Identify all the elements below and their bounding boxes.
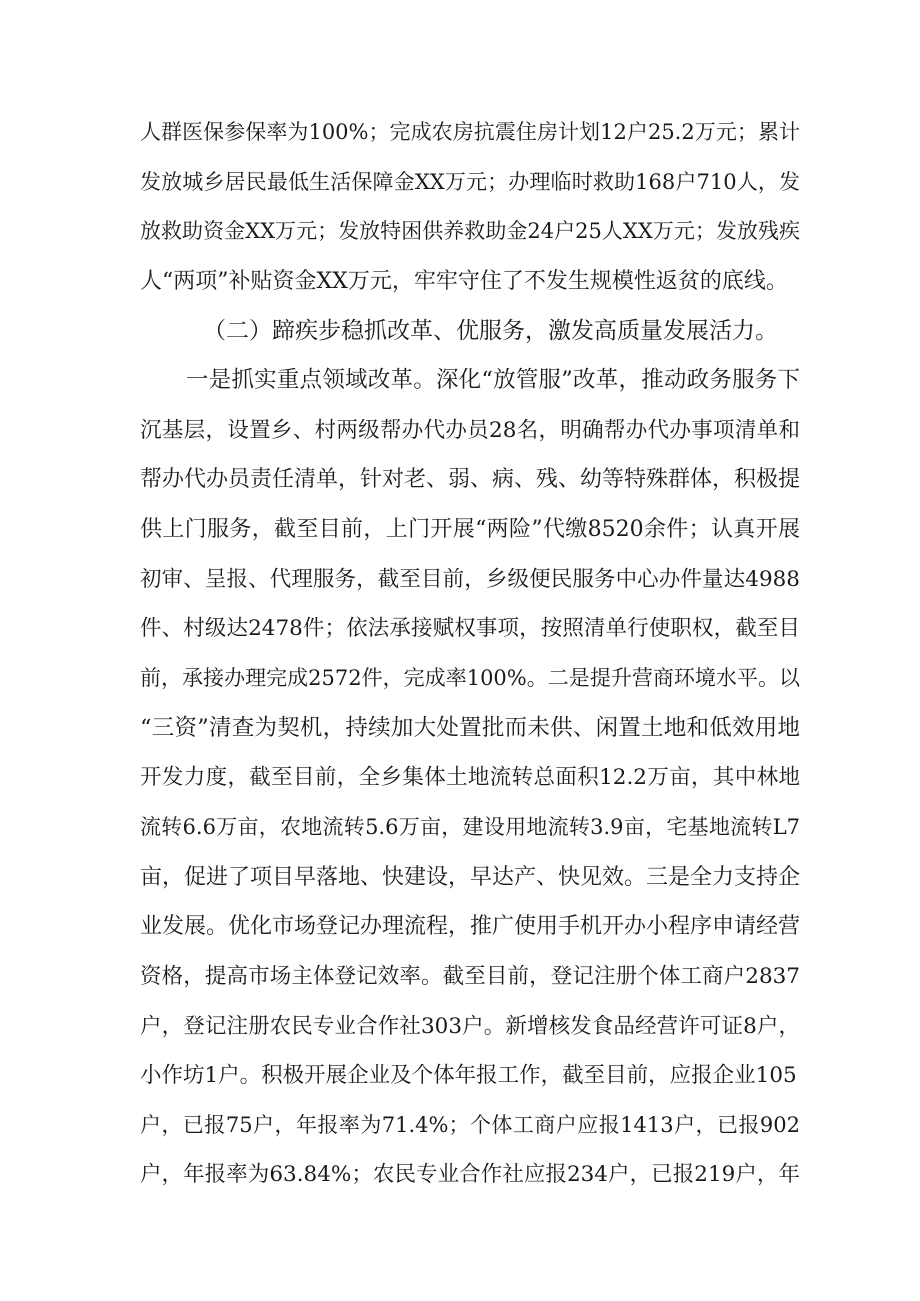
- text-line: 沉基层，设置乡、村两级帮办代办员28名，明确帮办代办事项清单和: [140, 417, 800, 443]
- text-line: 开发力度，截至目前，全乡集体土地流转总面积12.2万亩，其中林地: [140, 765, 800, 791]
- section-heading: （二）蹄疾步稳抓改革、优服务，激发高质量发展活力。: [203, 317, 778, 344]
- text-line: 亩，促进了项目早落地、快建设，早达产、快见效。三是全力支持企: [140, 864, 801, 890]
- text-line: 资格，提高市场主体登记效率。截至目前，登记注册个体工商户2837: [140, 963, 800, 989]
- text-line: 一是抓实重点领域改革。深化“放管服”改革，推动政务服务下: [186, 367, 800, 394]
- text-line: 件、村级达2478件；依法承接赋权事项，按照清单行使职权，截至目: [140, 616, 800, 642]
- text-line: 人群医保参保率为100%；完成农房抗震住房计划12户25.2万元；累计: [140, 120, 800, 144]
- text-line: 初审、呈报、代理服务，截至目前，乡级便民服务中心办件量达4988: [140, 566, 800, 592]
- text-line: “三资”清查为契机，持续加大处置批而未供、闲置土地和低效用地: [140, 714, 800, 741]
- text-line: 业发展。优化市场登记办理流程，推广使用手机开办小程序申请经营: [140, 914, 801, 940]
- text-line: 前，承接办理完成2572件，完成率100%。二是提升营商环境水平。以: [140, 666, 800, 691]
- text-line: 放救助资金XX万元；发放特困供养救助金24户25人XX万元；发放残疾: [140, 219, 800, 244]
- text-line: 供上门服务，截至目前，上门开展“两险”代缴8520余件；认真开展: [140, 517, 800, 543]
- text-line: 户，已报75户，年报率为71.4%；个体工商户应报1413户，已报902: [140, 1112, 800, 1137]
- text-line: 帮办代办员责任清单，针对老、弱、病、残、幼等特殊群体，积极提: [140, 467, 801, 493]
- text-line: 户，年报率为63.84%；农民专业合作社应报234户，已报219户，年: [140, 1162, 800, 1188]
- text-line: 发放城乡居民最低生活保障金XX万元；办理临时救助168户710人，发: [140, 169, 800, 194]
- text-line: 流转6.6万亩，农地流转5.6万亩，建设用地流转3.9亩，宅基地流转L7: [140, 814, 800, 839]
- body-text: [140, 108, 800, 1200]
- text-line: 小作坊1户。积极开展企业及个体年报工作，截至目前，应报企业105: [140, 1063, 797, 1089]
- text-line: 户，登记注册农民专业合作社303户。新增核发食品经营许可证8户，: [140, 1013, 800, 1039]
- text-line: 人“两项”补贴资金XX万元，牢牢守住了不发生规模性返贫的底线。: [140, 268, 788, 294]
